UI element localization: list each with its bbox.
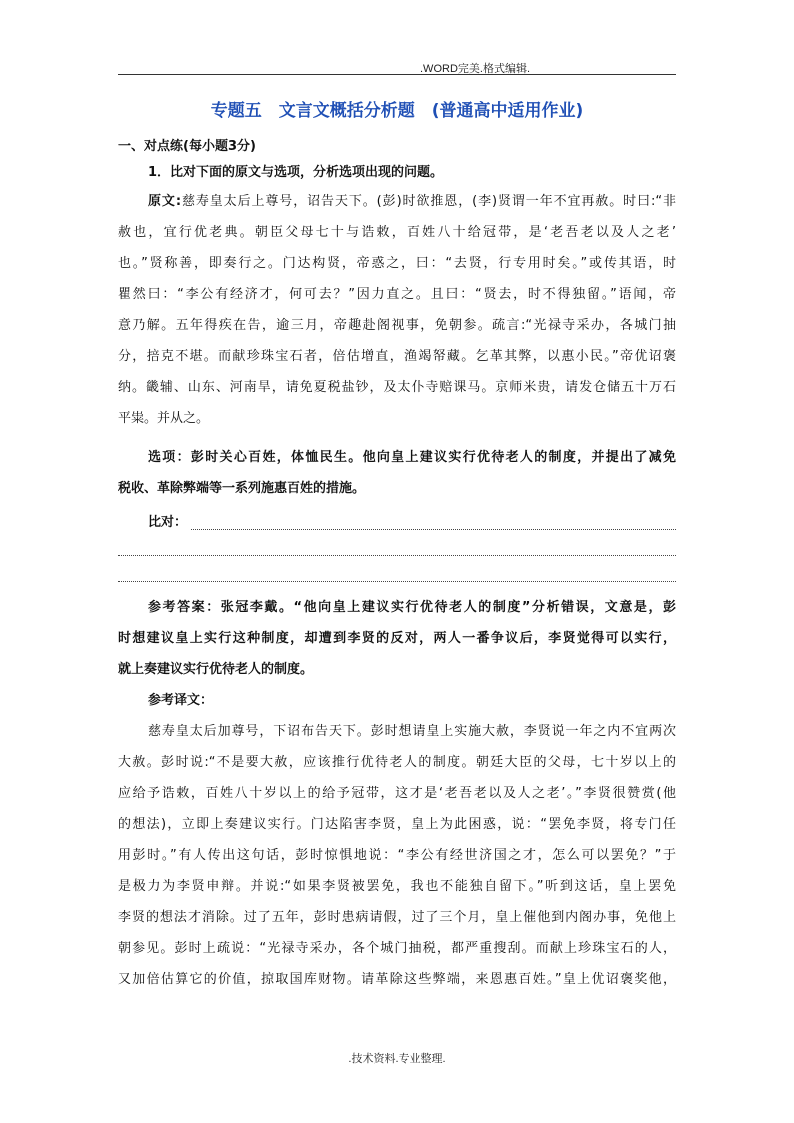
original-line-text: 慈寿皇太后上尊号，诏告天下。(彭)时欲推恩，(李)贤谓一年不宜再赦。时曰:“非	[181, 194, 676, 209]
answer-line: 参考答案：张冠李戴。“他向皇上建议实行优待老人的制度”分析错误，文意是，彭	[148, 600, 676, 615]
translation-line: 又加倍估算它的价值，掠取国库财物。请革除这些弊端，来恩惠百姓。”皇上优诏褒奖他，	[118, 972, 676, 987]
original-line: 纳。畿辅、山东、河南旱，请免夏税盐钞，及太仆寺赔课马。京师米贵，请发仓储五十万石	[118, 380, 676, 395]
page-header: .WORD完美.格式编辑.	[420, 63, 530, 75]
original-label: 原文:	[148, 194, 182, 209]
original-line: 瞿然曰：“李公有经济才，何可去？”因力直之。且曰：“贤去，时不得独留。”语闻，帝	[118, 287, 676, 302]
page-footer: .技术资料.专业整理.	[348, 1053, 446, 1065]
translation-line: 的想法)，立即上奏建议实行。门达陷害李贤，皇上为此困惑，说：“罢免李贤，将专门任	[118, 817, 676, 832]
document-title: 专题五 文言文概括分析题 (普通高中适用作业)	[210, 101, 584, 121]
translation-line: 慈寿皇太后加尊号，下诏布告天下。彭时想请皇上实施大赦，李贤说一年之内不宜两次	[148, 724, 676, 739]
translation-line: 是极力为李贤申辩。并说:“如果李贤被罢免，我也不能独自留下。”听到这话，皇上罢免	[118, 879, 676, 894]
translation-line: 朝参见。彭时上疏说：“光禄寺采办，各个城门抽税，都严重搜刮。而献上珍珠宝石的人，	[118, 941, 676, 956]
question-prompt: 1．比对下面的原文与选项，分析选项出现的问题。	[148, 165, 444, 180]
option-line: 税收、革除弊端等一系列施惠百姓的措施。	[118, 481, 366, 496]
header-divider	[118, 74, 676, 75]
answer-line: 就上奏建议实行优待老人的制度。	[118, 662, 314, 677]
original-line: 也。”贤称善，即奏行之。门达构贤，帝惑之，曰：“去贤，行专用时矣。”或传其语，时	[118, 256, 676, 271]
original-passage	[118, 186, 676, 434]
compare-blank-line[interactable]	[118, 564, 676, 582]
reference-translation	[118, 716, 676, 995]
compare-label: 比对：	[148, 515, 188, 530]
original-line	[148, 186, 676, 217]
original-line: 意乃解。五年得疾在告，逾三月，帝趣赴阁视事，免朝参。疏言:“光禄寺采办，各城门抽	[118, 318, 676, 333]
original-line: 平粜。并从之。	[118, 411, 210, 426]
translation-line: 李贤的想法才消除。过了五年，彭时患病请假，过了三个月，皇上催他到内阁办事，免他上	[118, 910, 676, 925]
compare-answer-blank[interactable]	[148, 504, 676, 530]
document-body	[118, 134, 676, 995]
section-heading: 一、对点练(每小题3分)	[118, 139, 256, 154]
reference-answer	[118, 592, 676, 685]
option-text	[118, 442, 676, 504]
option-line: 选项：彭时关心百姓，体恤民生。他向皇上建议实行优待老人的制度，并提出了减免	[148, 450, 676, 465]
translation-line: 大赦。彭时说:“不是要大赦，应该推行优待老人的制度。朝廷大臣的父母，七十岁以上的	[118, 755, 676, 770]
translation-line: 用彭时。”有人传出这句话，彭时惊惧地说：“李公有经世济国之才，怎么可以罢免？”于	[118, 848, 676, 863]
answer-line: 时想建议皇上实行这种制度，却遭到李贤的反对，两人一番争议后，李贤觉得可以实行，	[118, 631, 676, 646]
translation-label: 参考译文：	[148, 693, 214, 708]
compare-blank-line[interactable]	[118, 538, 676, 556]
translation-line: 应给予诰敕，百姓八十岁以上的给予冠带，这才是‘老吾老以及人之老’。”李贤很赞赏(他	[118, 786, 676, 801]
original-line: 赦也，宜行优老典。朝臣父母七十与诰敕，百姓八十给冠带，是‘老吾老以及人之老’	[118, 225, 676, 240]
original-line: 分，掊克不堪。而献珍珠宝石者，倍估增直，渔竭帑藏。乞革其弊，以惠小民。”帝优诏褒	[118, 349, 676, 364]
compare-blank-line[interactable]	[191, 512, 676, 530]
